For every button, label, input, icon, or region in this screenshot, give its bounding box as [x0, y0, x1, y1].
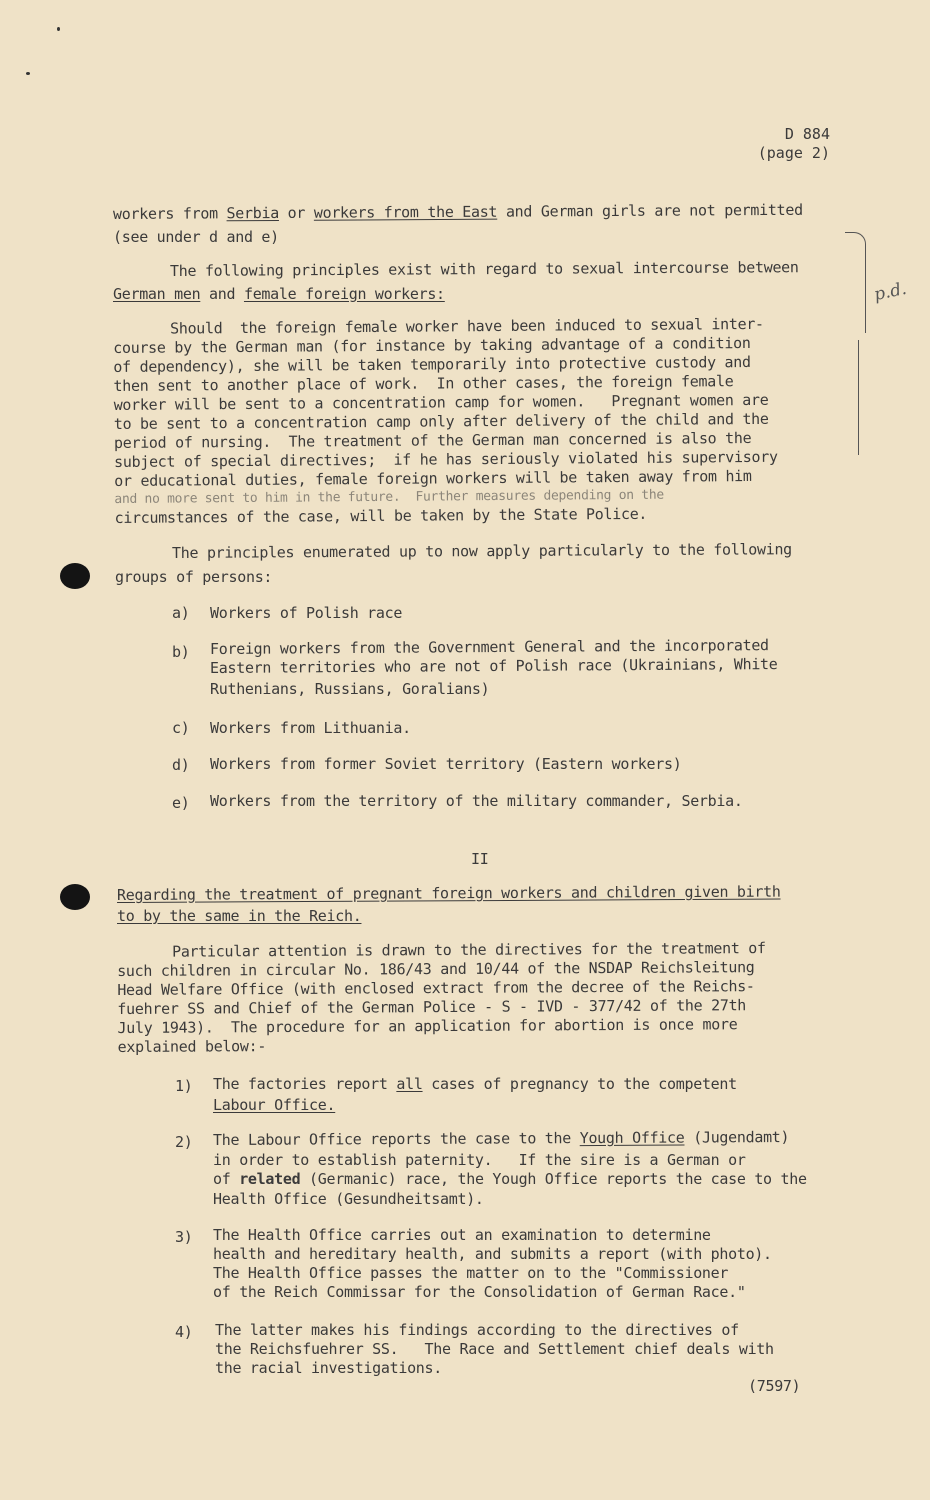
section-heading-line-2: to by the same in the Reich.	[117, 907, 362, 925]
step-text: The latter makes his findings according to the directives of	[215, 1321, 739, 1339]
step-number: 4)	[175, 1323, 193, 1341]
text-line: subject of special directives; if he has seriously violated his supervisory	[114, 447, 778, 471]
step-text: The Health Office carries out an examination to determine	[213, 1226, 711, 1244]
group-letter: c)	[172, 719, 190, 737]
footer-number: (7597)	[748, 1377, 801, 1395]
margin-pencil-note: p.d.	[872, 278, 909, 306]
step-text: of the Reich Commissar for the Consolidation of German Race."	[213, 1283, 746, 1301]
text-line: July 1943). The procedure for an application for abortion is once more	[117, 1015, 738, 1037]
group-text: Foreign workers from the Government General and the incorporated	[209, 636, 769, 658]
group-text: Ruthenians, Russians, Goralians)	[210, 680, 490, 698]
group-text: Workers from the territory of the military commander, Serbia.	[210, 792, 743, 810]
ink-speck	[57, 27, 60, 31]
step-number: 3)	[175, 1228, 193, 1246]
step-text: health and hereditary health, and submits a report (with photo).	[213, 1245, 772, 1263]
step-number: 1)	[175, 1077, 193, 1095]
group-letter: b)	[172, 643, 190, 661]
document-reference	[755, 125, 830, 163]
groups-intro-line-2: groups of persons:	[115, 568, 273, 586]
punch-hole	[60, 884, 90, 910]
step-text: The Labour Office reports the case to the Yough Office (Jugendamt)	[212, 1127, 790, 1149]
section-heading-line-1: Regarding the treatment of pregnant foreign workers and children given birth	[116, 882, 781, 904]
groups-intro-line-1: The principles enumerated up to now apply particularly to the following	[171, 540, 792, 562]
text-line: Particular attention is drawn to the directives for the treatment of	[171, 939, 766, 961]
text-line: to be sent to a concentration camp only after delivery of the child and the	[113, 409, 769, 433]
principles-line-2: German men and female foreign workers:	[113, 285, 445, 303]
text-line: Should the foreign female worker have been induced to sexual inter-	[169, 314, 764, 338]
text-line: of dependency), she will be taken temporarily into protective custody and	[113, 352, 751, 376]
step-text: of related (Germanic) race, the Yough Office reports the case to the	[213, 1170, 807, 1188]
step-text: in order to establish paternity. If the sire is a German or	[213, 1151, 746, 1169]
text-line-faint: and no more sent to him in the future. Further measures depending on the	[114, 487, 664, 507]
principles-line-1: The following principles exist with regard to sexual intercourse between	[169, 258, 799, 280]
step-number: 2)	[175, 1133, 193, 1151]
text-line: worker will be sent to a concentration camp for women. Pregnant women are	[113, 390, 769, 414]
margin-bracket	[852, 340, 859, 455]
group-text: Eastern territories who are not of Polish race (Ukrainians, White	[209, 655, 778, 677]
group-letter: e)	[172, 794, 190, 812]
text-line: circumstances of the case, will be taken by the State Police.	[114, 504, 648, 527]
text-line: such children in circular No. 186/43 and 10/44 of the NSDAP Reichsleitung	[117, 958, 755, 980]
group-text: Workers of Polish race	[210, 604, 403, 622]
step-text: Health Office (Gesundheitsamt).	[213, 1190, 484, 1208]
text-line: then sent to another place of work. In other cases, the foreign female	[113, 372, 734, 395]
intro-line-1: workers from Serbia or workers from the East and German girls are not permitted	[112, 200, 803, 223]
group-text: Workers from Lithuania.	[210, 719, 411, 737]
text-line: period of nursing. The treatment of the German man concerned is also the	[113, 428, 752, 452]
doc-number: D 884	[784, 125, 830, 143]
step-text: the racial investigations.	[215, 1359, 443, 1377]
intro-line-2: (see under d and e)	[113, 228, 279, 246]
group-text: Workers from former Soviet territory (Eastern workers)	[210, 755, 682, 773]
step-text: Labour Office.	[213, 1096, 336, 1114]
margin-bracket	[845, 232, 866, 333]
page-label: (page 2)	[757, 144, 830, 162]
ink-speck	[26, 72, 30, 75]
text-line: fuehrer SS and Chief of the German Police - S - IVD - 377/42 of the 27th	[117, 996, 747, 1018]
text-line: explained below:-	[117, 1037, 267, 1056]
punch-hole	[60, 563, 90, 589]
text-line: Head Welfare Office (with enclosed extract from the decree of the Reichs-	[117, 977, 755, 999]
text-line: course by the German man (for instance by taking advantage of a condition	[113, 333, 751, 357]
step-text: The Health Office passes the matter on to the "Commissioner	[213, 1264, 729, 1282]
text-line: or educational duties, female foreign workers will be taken away from him	[114, 466, 752, 490]
section-number: II	[471, 850, 489, 868]
step-text: the Reichsfuehrer SS. The Race and Settlement chief deals with	[215, 1340, 774, 1358]
step-text: The factories report all cases of pregnancy to the competent	[213, 1075, 737, 1093]
group-letter: a)	[172, 604, 190, 622]
group-letter: d)	[172, 756, 190, 774]
